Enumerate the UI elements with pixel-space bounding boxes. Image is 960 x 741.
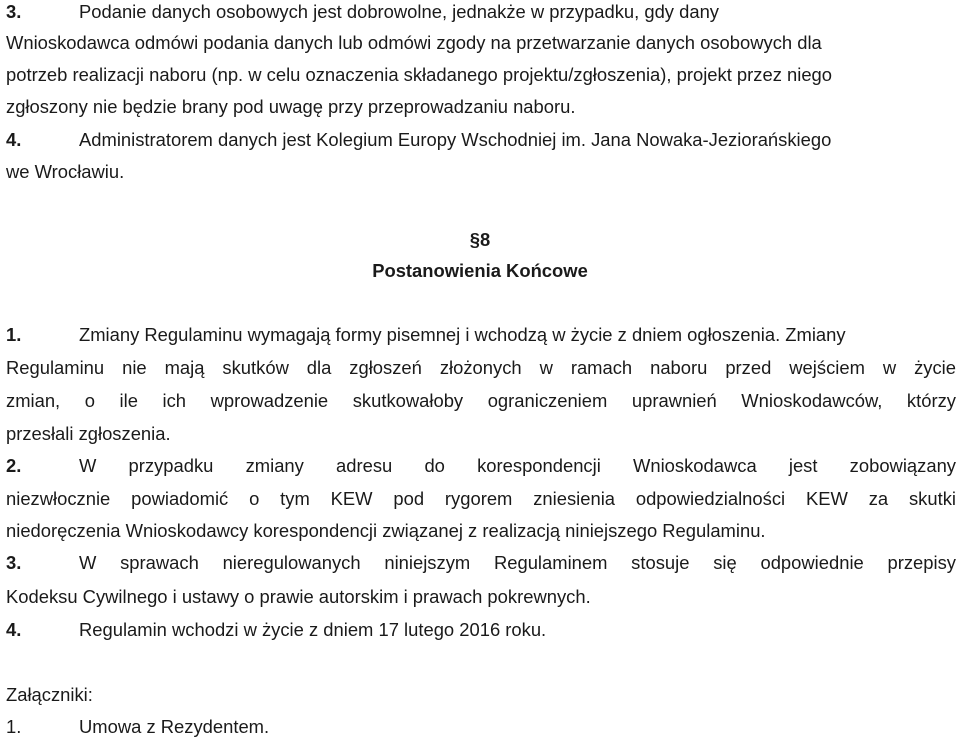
- prev-item3-line2: Wnioskodawca odmówi podania danych lub odmówi zgody na przetwarzanie danych osobowych dla: [6, 32, 822, 53]
- attachment-item1: [6, 715, 269, 739]
- prev-item3-number: 3.: [6, 1, 22, 22]
- item3-text-line1: W sprawach nieregulowanych niniejszym Regulaminem stosuje się odpowiednie przepisy: [79, 552, 956, 573]
- item1-text-line1: Zmiany Regulaminu wymagają formy pisemnej i wchodzą w życie z dniem ogłoszenia. Zmiany: [79, 324, 846, 345]
- prev-item3-line4: zgłoszony nie będzie brany pod uwagę przy przeprowadzaniu naboru.: [6, 96, 576, 117]
- prev-item4-text-line1: Administratorem danych jest Kolegium Europy Wschodniej im. Jana Nowaka-Jeziorańskiego: [79, 129, 832, 150]
- item3-line1: [6, 551, 956, 575]
- prev-item4-line1: [6, 128, 831, 152]
- attachment-item1-number: 1.: [6, 716, 22, 737]
- item2-line3: niedoręczenia Wnioskodawcy korespondencji związanej z realizacją niniejszego Regulaminu.: [6, 520, 766, 541]
- prev-item3-line1: [6, 0, 719, 24]
- item2-text-line1: W przypadku zmiany adresu do korespondencji Wnioskodawca jest zobowiązany: [79, 455, 956, 476]
- section-number: §8: [469, 229, 491, 250]
- item1-number: 1.: [6, 324, 22, 345]
- attachments-heading: Załączniki:: [6, 684, 93, 705]
- section-title: Postanowienia Końcowe: [372, 260, 588, 281]
- item2-number: 2.: [6, 455, 22, 476]
- item4-number: 4.: [6, 619, 22, 640]
- prev-item3-line3: potrzeb realizacji naboru (np. w celu oznaczenia składanego projektu/zgłoszenia), projekt przez niego: [6, 64, 833, 85]
- item3-number: 3.: [6, 552, 22, 573]
- item1-line1: [6, 323, 846, 347]
- prev-item3-text-line1: Podanie danych osobowych jest dobrowolne, jednakże w przypadku, gdy dany: [79, 1, 719, 22]
- item3-line2: Kodeksu Cywilnego i ustawy o prawie autorskim i prawach pokrewnych.: [6, 586, 591, 607]
- prev-item4-number: 4.: [6, 129, 22, 150]
- attachment-item1-text: Umowa z Rezydentem.: [79, 716, 270, 737]
- item4-text: Regulamin wchodzi w życie z dniem 17 lutego 2016 roku.: [79, 619, 547, 640]
- item2-line2: niezwłocznie powiadomić o tym KEW pod rygorem zniesienia odpowiedzialności KEW za skutki: [6, 488, 956, 509]
- prev-item4-line2: we Wrocławiu.: [6, 161, 125, 182]
- item4-line: [6, 618, 546, 642]
- item1-line3: zmian, o ile ich wprowadzenie skutkowałoby ograniczeniem uprawnień Wnioskodawców, którzy: [6, 390, 956, 411]
- item1-line4: przesłali zgłoszenia.: [6, 423, 171, 444]
- item2-line1: [6, 454, 956, 478]
- item1-line2: Regulaminu nie mają skutków dla zgłoszeń złożonych w ramach naboru przed wejściem w życie: [6, 357, 956, 378]
